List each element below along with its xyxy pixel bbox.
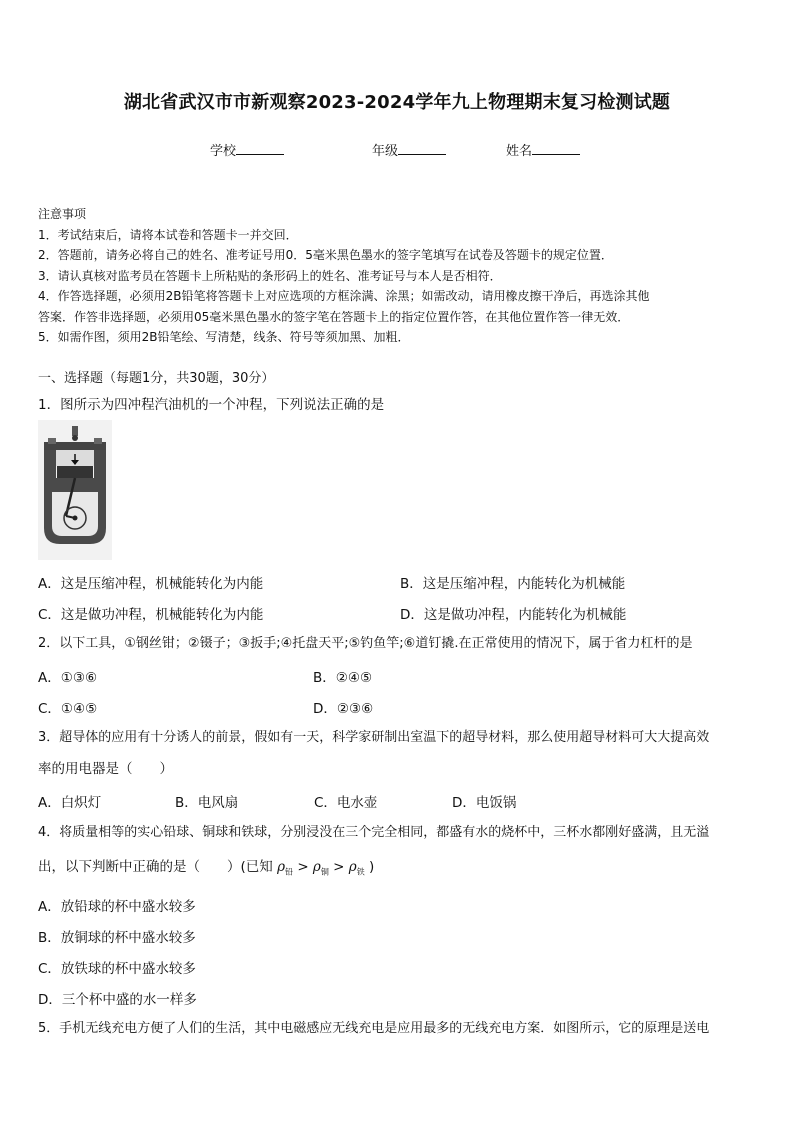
- question-4-stem-line2: [38, 857, 762, 883]
- q2-option-c: C．①④⑤: [38, 701, 98, 717]
- rho-symbol: ρ: [348, 859, 357, 875]
- notice-heading: 注意事项: [38, 207, 87, 221]
- notice-item: 2．答题前，请务必将自己的姓名、准考证号用0．5毫米黑色墨水的签字笔填写在试卷及答题卡的规定位置．: [38, 248, 613, 262]
- q4-option-a: A．放铅球的杯中盛水较多: [38, 899, 196, 915]
- q1-option-d: D．这是做功冲程，内能转化为机械能: [400, 607, 627, 623]
- grade-blank[interactable]: [398, 142, 446, 155]
- question-3-stem-line2: 率的用电器是（ ）: [38, 761, 173, 777]
- q3-option-a: A．白炽灯: [38, 795, 102, 811]
- notice-block: [38, 204, 758, 348]
- sub-copper: 铜: [320, 867, 329, 877]
- question-4-stem-line1: 4．将质量相等的实心铅球、铜球和铁球，分别浸没在三个完全相同，都盛有水的烧杯中，三杯水都刚好盛满，且无溢: [38, 825, 710, 840]
- notice-item: 5．如需作图，须用2B铅笔绘、写清楚，线条、符号等须加黑、加粗．: [38, 330, 410, 344]
- q4-option-b: B．放铜球的杯中盛水较多: [38, 930, 196, 946]
- name-blank[interactable]: [532, 142, 580, 155]
- engine-diagram: [38, 420, 112, 560]
- q2-option-a: A．①③⑥: [38, 670, 98, 686]
- notice-item: 4．作答选择题，必须用2B铅笔将答题卡上对应选项的方框涂满、涂黑；如需改动，请用橡皮擦干净后，再选涂其他: [38, 289, 650, 303]
- sub-iron: 铁: [356, 867, 365, 877]
- grade-label: 年级: [372, 144, 399, 159]
- q1-option-c: C．这是做功冲程，机械能转化为内能: [38, 607, 264, 623]
- q3-option-b: B．电风扇: [175, 795, 239, 811]
- school-blank[interactable]: [236, 142, 284, 155]
- q3-option-d: D．电饭锅: [452, 795, 517, 811]
- notice-item: 3．请认真核对监考员在答题卡上所粘贴的条形码上的姓名、准考证号与本人是否相符．: [38, 268, 502, 283]
- q1-option-b: B．这是压缩冲程，内能转化为机械能: [400, 576, 626, 592]
- section-heading: 一、选择题（每题1分，共30题，30分）: [38, 371, 275, 386]
- rho-symbol: ρ: [312, 859, 321, 875]
- q4-option-d: D．三个杯中盛的水一样多: [38, 992, 197, 1008]
- sub-lead: 铅: [285, 867, 294, 877]
- q1-option-a: A．这是压缩冲程，机械能转化为内能: [38, 576, 264, 592]
- notice-item: 答案．作答非选择题，必须用05毫米黑色墨水的签字笔在答题卡上的指定位置作答，在其他位置作答一律无效．: [38, 309, 630, 324]
- school-label: 学校: [210, 144, 237, 159]
- name-label: 姓名: [506, 144, 533, 159]
- q4-stem-text: 出，以下判断中正确的是（ ）(已知: [38, 859, 273, 875]
- grade-field: [372, 140, 446, 159]
- close-paren: ): [369, 859, 375, 875]
- q4-option-c: C．放铁球的杯中盛水较多: [38, 961, 196, 977]
- name-field: [506, 140, 580, 159]
- question-2-stem: 2．以下工具，①钢丝钳；②镊子；③扳手;④托盘天平;⑤钓鱼竿;⑥道钉撬.在正常使用的情况下，属于省力杠杆的是: [38, 636, 693, 651]
- rho-symbol: ρ: [277, 859, 286, 875]
- q2-option-b: B．②④⑤: [313, 670, 373, 686]
- question-3-stem-line1: 3．超导体的应用有十分诱人的前景，假如有一天，科学家研制出室温下的超导材料，那么使用超导材料可大大提高效: [38, 730, 710, 745]
- notice-item: 1．考试结束后，请将本试卷和答题卡一并交回．: [38, 227, 298, 242]
- exam-title: 湖北省武汉市市新观察2023-2024学年九上物理期末复习检测试题: [123, 92, 671, 113]
- school-field: [210, 140, 284, 159]
- question-1-stem: 1．图所示为四冲程汽油机的一个冲程，下列说法正确的是: [38, 397, 385, 413]
- question-5-stem: 5．手机无线充电方便了人们的生活，其中电磁感应无线充电是应用最多的无线充电方案．如图所示，它的原理是送电: [38, 1021, 710, 1036]
- q2-option-d: D．②③⑥: [313, 701, 374, 717]
- gt-symbol: >: [297, 859, 309, 875]
- gt-symbol: >: [333, 859, 345, 875]
- engine-illustration: [38, 420, 112, 560]
- q3-option-c: C．电水壶: [314, 795, 378, 811]
